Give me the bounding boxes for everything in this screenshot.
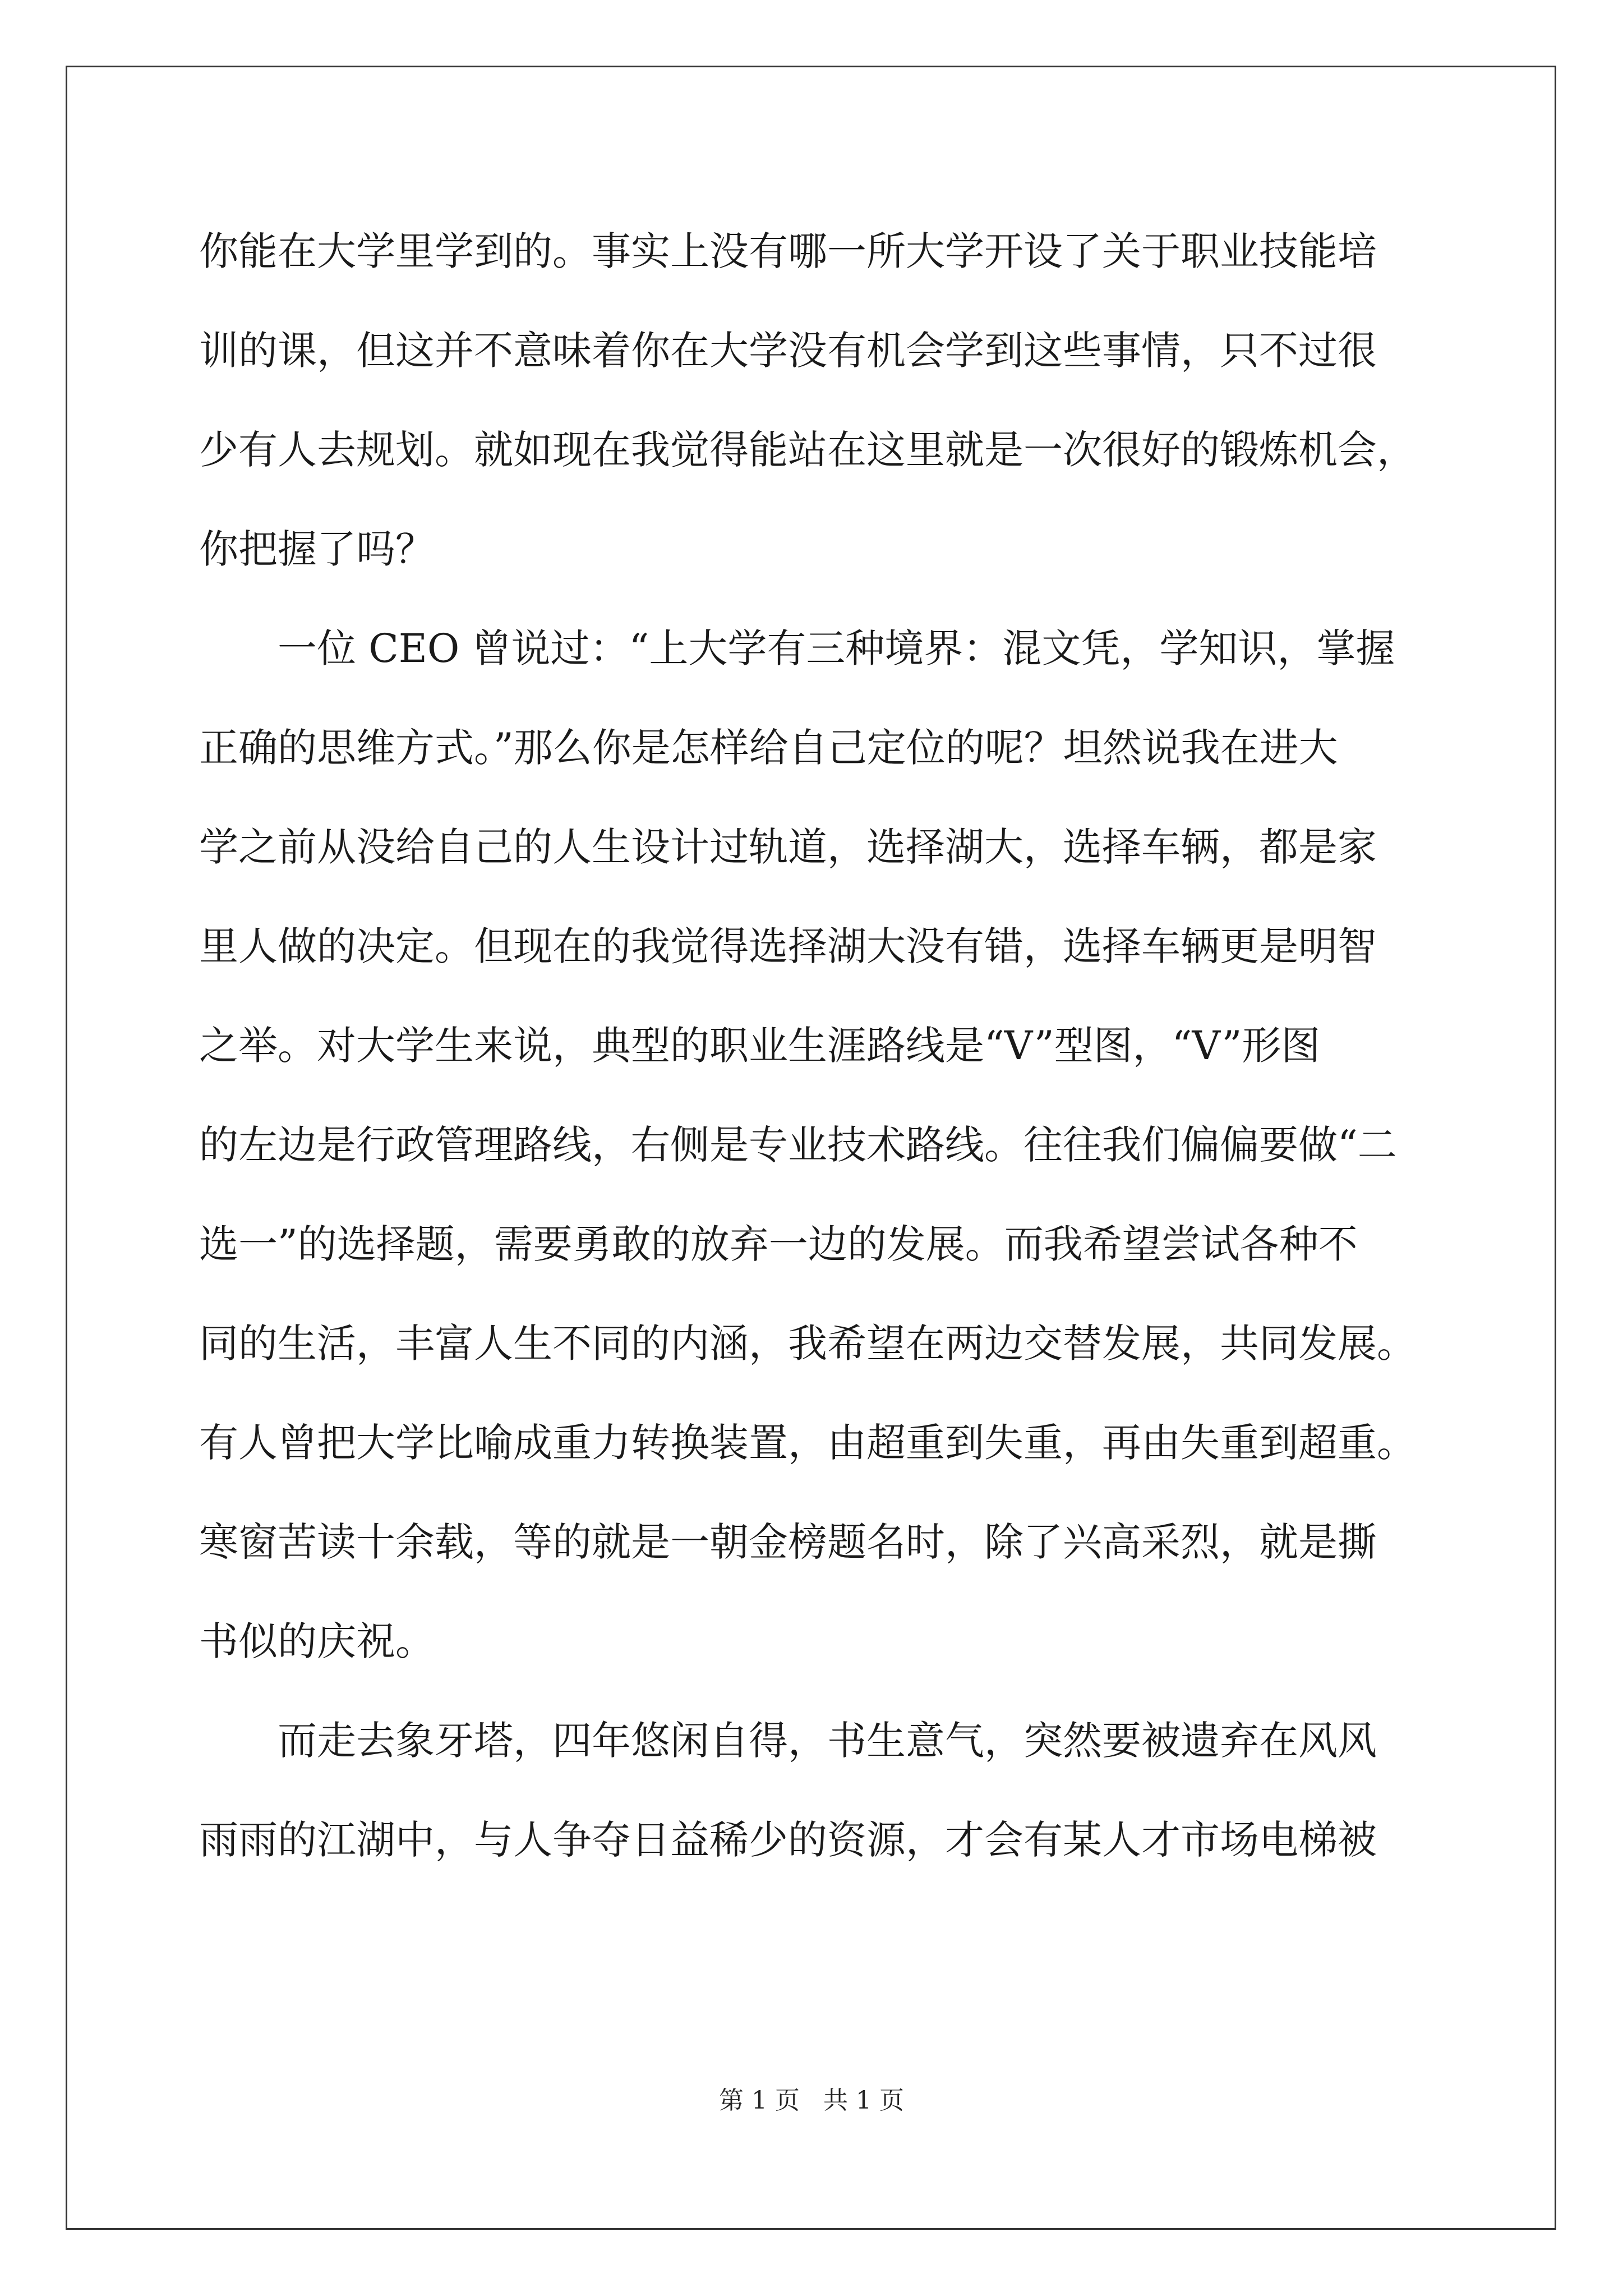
text-line: 寒窗苦读十余载，等的就是一朝金榜题名时，除了兴高采烈，就是撕 [199,1519,1377,1565]
text-line: 训的课，但这并不意味着你在大学没有机会学到这些事情，只不过很 [199,328,1377,374]
page-footer: 第 1 页 共 1 页 [719,2086,904,2115]
text-line: 而走去象牙塔，四年悠闲自得，书生意气，突然要被遗弃在风风 [278,1718,1377,1764]
text-line: 你把握了吗？ [199,526,435,572]
text-line: 雨雨的江湖中，与人争夺日益稀少的资源，才会有某人才市场电梯被 [199,1817,1377,1863]
text-line: 正确的思维方式。”那么你是怎样给自己定位的呢？坦然说我在进大 [199,725,1338,771]
text-line: 学之前从没给自己的人生设计过轨道，选择湖大，选择车辆，都是家 [199,824,1377,870]
text-line: 少有人去规划。就如现在我觉得能站在这里就是一次很好的锻炼机会， [199,427,1416,473]
text-line: 的左边是行政管理路线，右侧是专业技术路线。往往我们偏偏要做“二 [199,1122,1397,1168]
text-line: 一位 CEO 曾说过：“上大学有三种境界：混文凭，学知识，掌握 [278,625,1395,671]
text-line: 里人做的决定。但现在的我觉得选择湖大没有错，选择车辆更是明智 [199,923,1377,969]
document-body [199,202,1433,1890]
text-line: 之举。对大学生来说，典型的职业生涯路线是“V”型图，“V”形图 [199,1023,1321,1069]
text-line: 同的生活，丰富人生不同的内涵，我希望在两边交替发展，共同发展。 [199,1320,1416,1366]
text-line: 书似的庆祝。 [199,1618,435,1664]
text-line: 选一”的选择题，需要勇敢的放弃一边的发展。而我希望尝试各种不 [199,1221,1358,1267]
text-line: 有人曾把大学比喻成重力转换装置，由超重到失重，再由失重到超重。 [199,1420,1416,1466]
text-line: 你能在大学里学到的。事实上没有哪一所大学开设了关于职业技能培 [199,228,1377,274]
